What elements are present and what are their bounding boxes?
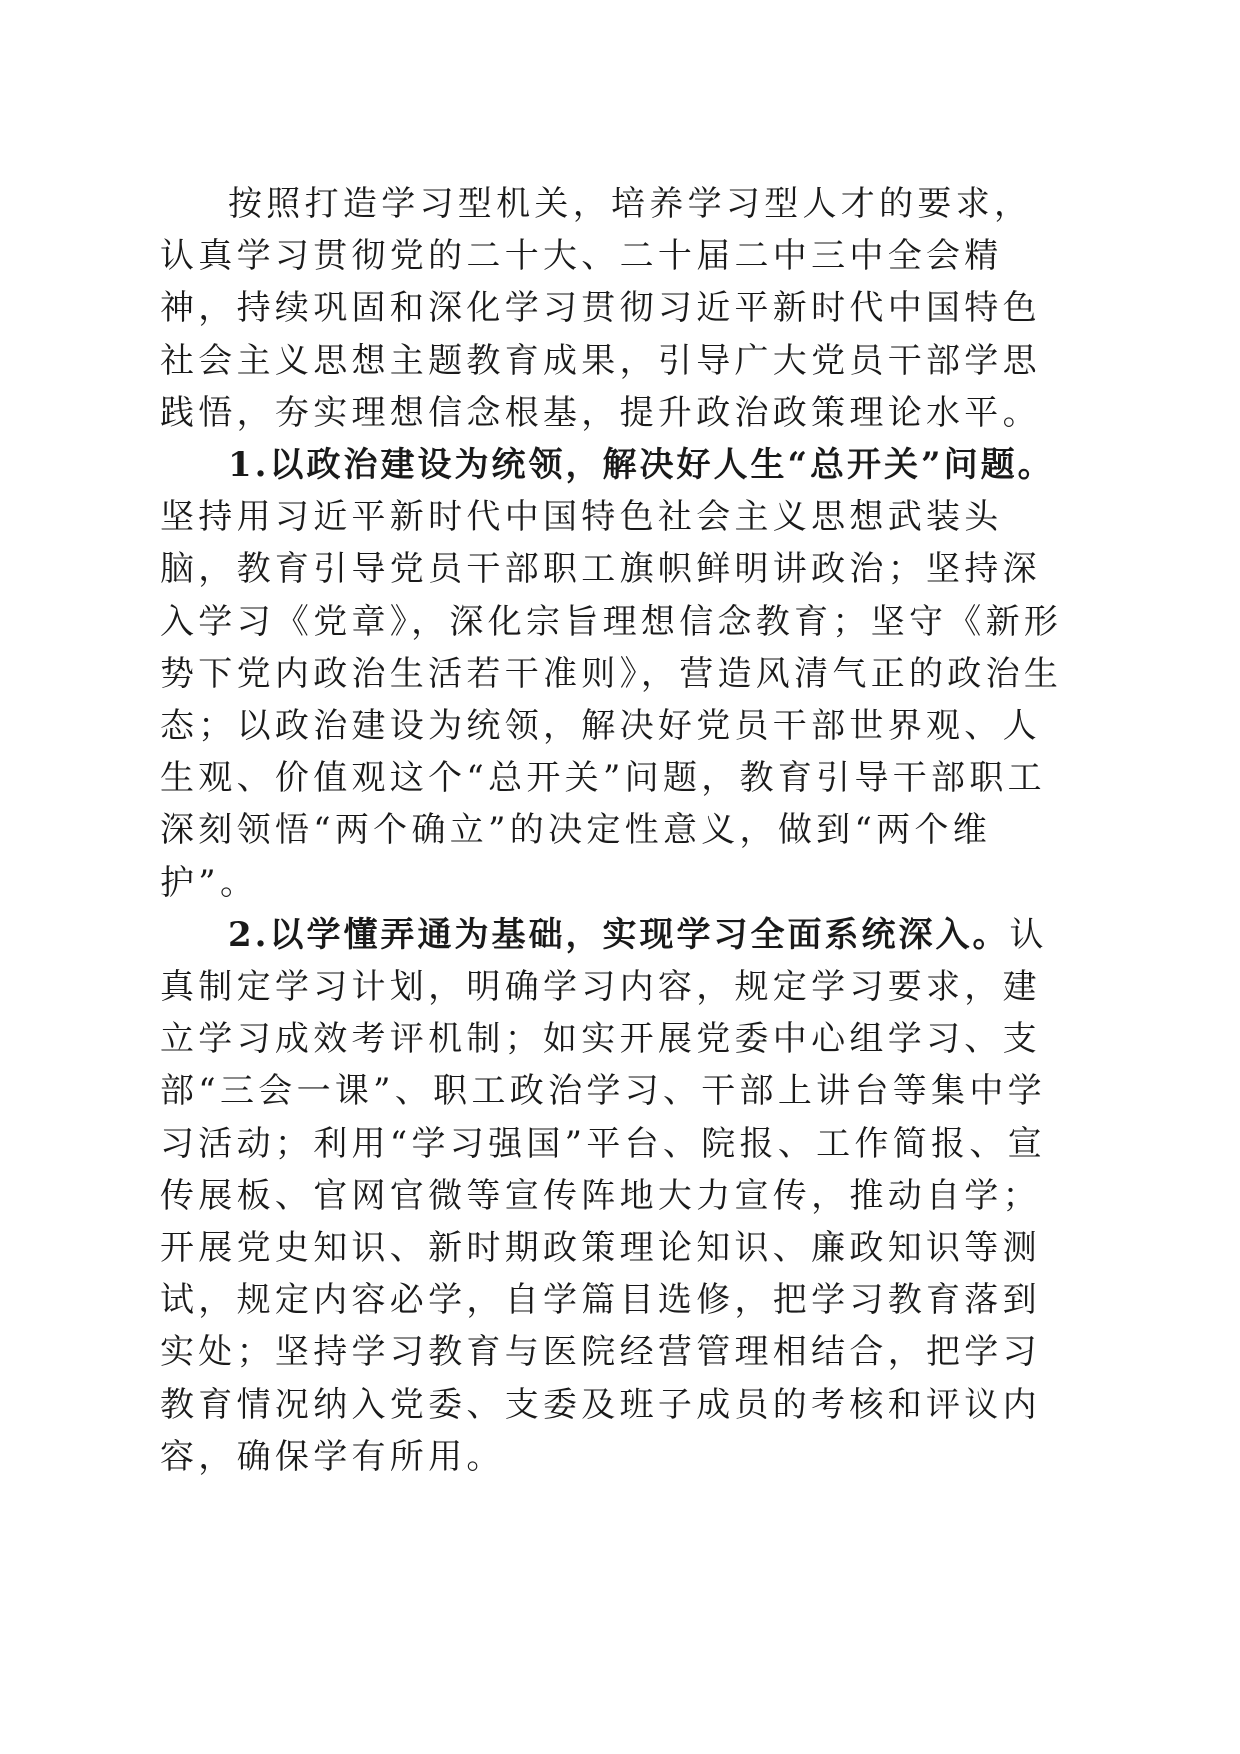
paragraph-item-2	[160, 909, 1065, 1483]
document-body	[160, 178, 1065, 1483]
paragraph-item-2-heading: 2.以学懂弄通为基础，实现学习全面系统深入。	[228, 914, 1010, 955]
paragraph-intro-text: 按照打造学习型机关，培养学习型人才的要求，认真学习贯彻党的二十大、二十届二中三中全会精神，持续巩固和深化学习贯彻习近平新时代中国特色社会主义思想主题教育成果，引导广大党员干部学思践悟，夯实理想信念根基，提升政治政策理论水平。	[160, 184, 1041, 433]
paragraph-item-1-heading: 1.以政治建设为统领，解决好人生“总开关”问题。	[228, 445, 1055, 486]
paragraph-item-1-text: 坚持用习近平新时代中国特色社会主义思想武装头脑，教育引导党员干部职工旗帜鲜明讲政治；坚持深入学习《党章》，深化宗旨理想信念教育；坚守《新形势下党内政治生活若干准则》，营造风清气正的政治生态；以政治建设为统领，解决好党员干部世界观、人生观、价值观这个“总开关”问题，教育引导干部职工深刻领悟“两个确立”的决定性意义，做到“两个维护”。	[160, 497, 1063, 903]
paragraph-intro	[160, 178, 1065, 439]
paragraph-item-2-text: 认真制定学习计划，明确学习内容，规定学习要求，建立学习成效考评机制；如实开展党委中心组学习、支部“三会一课”、职工政治学习、干部上讲台等集中学习活动；利用“学习强国”平台、院报、工作简报、宣传展板、官网官微等宣传阵地大力宣传，推动自学；开展党史知识、新时期政策理论知识、廉政知识等测试，规定内容必学，自学篇目选修，把学习教育落到实处；坚持学习教育与医院经营管理相结合，把学习教育情况纳入党委、支委及班子成员的考核和评议内容，确保学有所用。	[160, 914, 1048, 1477]
paragraph-item-1	[160, 439, 1065, 909]
